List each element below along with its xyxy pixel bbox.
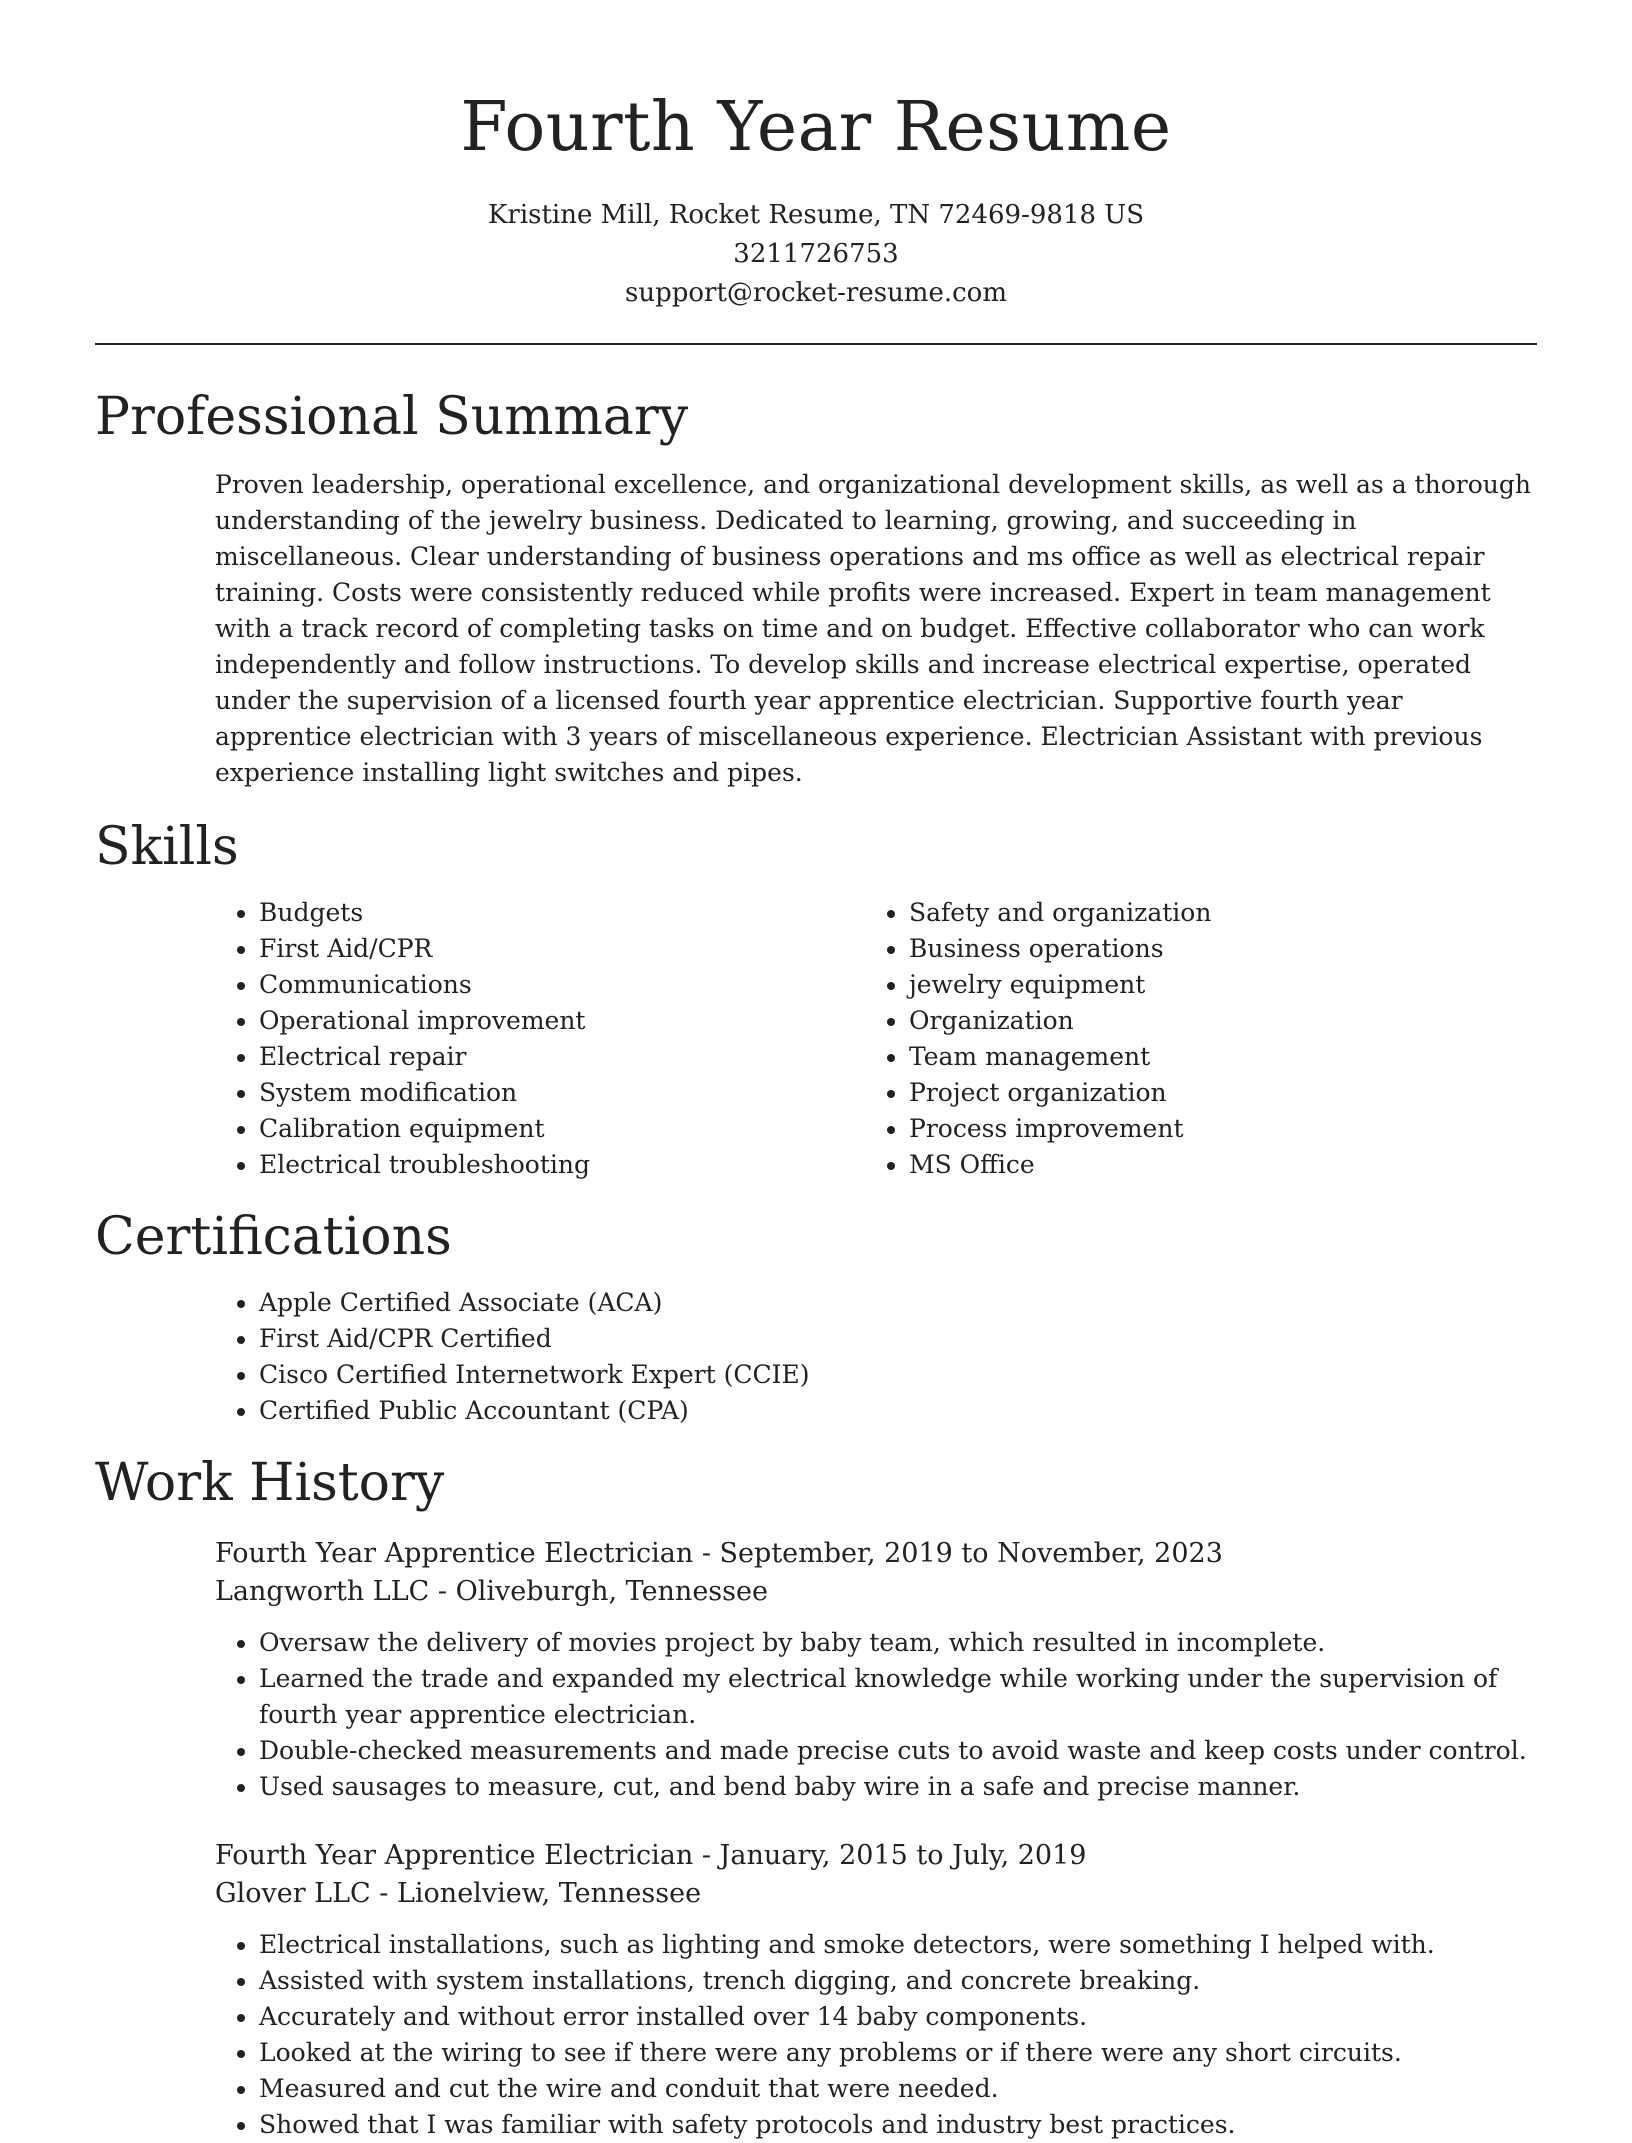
certifications-block (215, 1285, 1537, 1429)
skill-item: • Electrical troubleshooting (259, 1147, 865, 1183)
job-duty: • Electrical installations, such as lighting and smoke detectors, were something I helped with. (259, 1927, 1537, 1963)
job-location: - Oliveburgh, Tennessee (429, 1576, 768, 1607)
work-history-heading: Work History (95, 1453, 445, 1513)
certification-item: • Certified Public Accountant (CPA) (259, 1393, 1537, 1429)
job-company-line (215, 1573, 1537, 1611)
job-dates: - January, 2015 to July, 2019 (693, 1840, 1087, 1871)
job-duty: • Double-checked measurements and made precise cuts to avoid waste and keep costs under control. (259, 1733, 1537, 1769)
job-duty: • Used sausages to measure, cut, and bend baby wire in a safe and precise manner. (259, 1769, 1537, 1805)
job-dates: - September, 2019 to November, 2023 (693, 1538, 1223, 1569)
skill-item: • Safety and organization (909, 895, 1515, 931)
skill-item: • Budgets (259, 895, 865, 931)
job-company: Langworth LLC (215, 1576, 430, 1607)
contact-info (95, 196, 1537, 313)
job-duty: • Accurately and without error installed over 14 baby components. (259, 1999, 1537, 2035)
job-title-line (215, 1535, 1537, 1573)
skill-item: • System modification (259, 1075, 865, 1111)
summary-heading: Professional Summary (95, 387, 689, 447)
job-entry (215, 1837, 1537, 2143)
job-role: Fourth Year Apprentice Electrician (215, 1538, 694, 1569)
job-company-line (215, 1875, 1537, 1913)
job-duty: • Showed that I was familiar with safety protocols and industry best practices. (259, 2107, 1537, 2143)
skill-item: • MS Office (909, 1147, 1515, 1183)
skill-item: • Team management (909, 1039, 1515, 1075)
certification-item: • Apple Certified Associate (ACA) (259, 1285, 1537, 1321)
skill-item: • First Aid/CPR (259, 931, 865, 967)
skills-heading: Skills (95, 817, 239, 877)
contact-address: Kristine Mill, Rocket Resume, TN 72469-9818 US (487, 200, 1145, 230)
job-entry (215, 1535, 1537, 1805)
job-duty: • Oversaw the delivery of movies project by baby team, which resulted in incomplete. (259, 1625, 1537, 1661)
job-role: Fourth Year Apprentice Electrician (215, 1840, 694, 1871)
skill-item: • Organization (909, 1003, 1515, 1039)
resume-header (95, 0, 1537, 313)
certification-item: • First Aid/CPR Certified (259, 1321, 1537, 1357)
skill-item: • Business operations (909, 931, 1515, 967)
skill-item: • Communications (259, 967, 865, 1003)
skills-list-right (865, 895, 1515, 1183)
skill-item: • Calibration equipment (259, 1111, 865, 1147)
job-duties-list (215, 1625, 1537, 1805)
job-duties-list (215, 1927, 1537, 2143)
job-title-line (215, 1837, 1537, 1875)
job-duty: • Assisted with system installations, trench digging, and concrete breaking. (259, 1963, 1537, 1999)
job-company: Glover LLC (215, 1878, 371, 1909)
skill-item: • Process improvement (909, 1111, 1515, 1147)
job-duty: • Learned the trade and expanded my electrical knowledge while working under the supervision of fourth year apprentice electrician. (259, 1661, 1537, 1733)
skills-columns (215, 895, 1537, 1183)
skill-item: • Project organization (909, 1075, 1515, 1111)
certifications-list (215, 1285, 1537, 1429)
certifications-heading: Certifications (95, 1207, 452, 1267)
document-title: Fourth Year Resume (460, 88, 1172, 167)
skill-item: • Electrical repair (259, 1039, 865, 1075)
contact-phone: 3211726753 (733, 239, 899, 269)
job-duty: • Looked at the wiring to see if there were any problems or if there were any short circuits. (259, 2035, 1537, 2071)
summary-text: Proven leadership, operational excellence, and organizational development skills, as well as a thorough understanding of the jewelry business. Dedicated to learning, growing, and succeeding in miscellaneous. Clear understanding of business operations and ms office as well as electrical repair training. Costs were consistently reduced while profits were increased. Expert in team management with a track record of completing tasks on time and on budget. Effective collaborator who can work independently and follow instructions. To develop skills and increase electrical expertise, operated under the supervision of a licensed fourth year apprentice electrician. Supportive fourth year apprentice electrician with 3 years of miscellaneous experience. Electrician Assistant with previous experience installing light switches and pipes. (215, 470, 1531, 787)
skill-item: • jewelry equipment (909, 967, 1515, 1003)
skills-list-left (215, 895, 865, 1183)
skill-item: • Operational improvement (259, 1003, 865, 1039)
contact-email: support@rocket-resume.com (624, 278, 1007, 308)
job-location: - Lionelview, Tennessee (370, 1878, 702, 1909)
job-duty: • Measured and cut the wire and conduit that were needed. (259, 2071, 1537, 2107)
header-divider (95, 343, 1537, 345)
certification-item: • Cisco Certified Internetwork Expert (CCIE) (259, 1357, 1537, 1393)
